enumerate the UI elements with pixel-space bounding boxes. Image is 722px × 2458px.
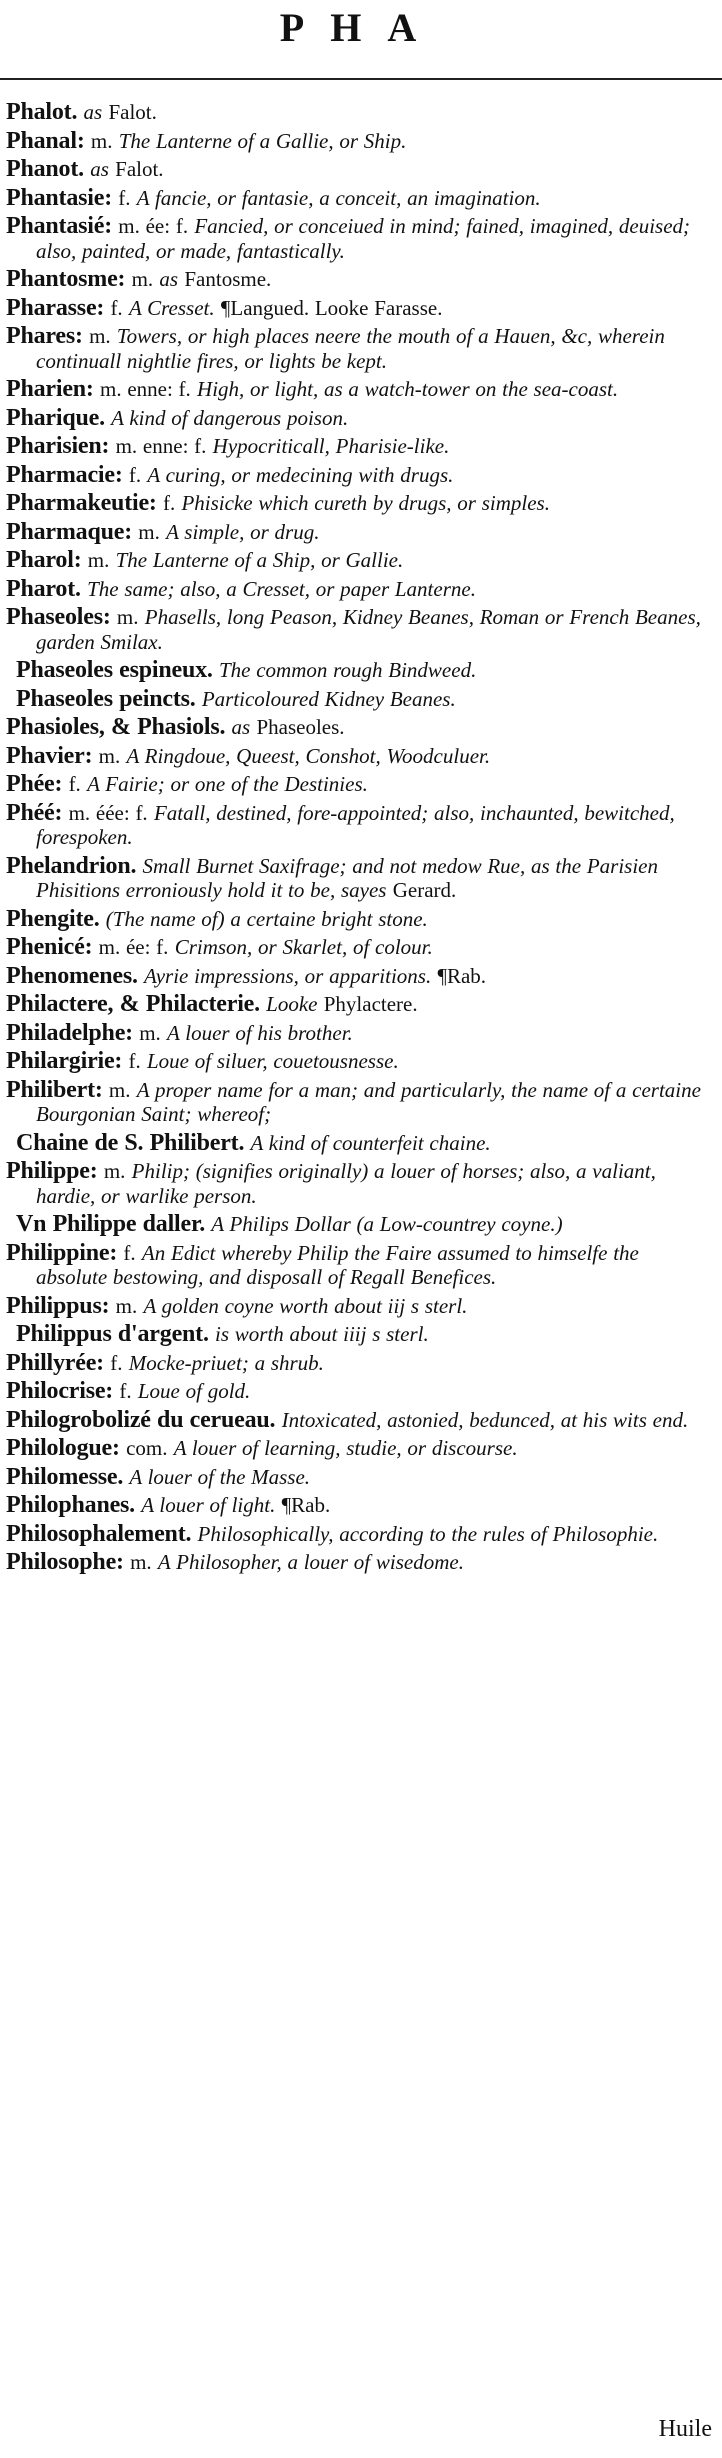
definition: A kind of counterfeit chaine. (250, 1130, 491, 1155)
dictionary-entry (6, 296, 706, 321)
definition: Ayrie impressions, or apparitions. (144, 963, 432, 988)
headword: Phaseoles espineux. (16, 657, 213, 683)
dictionary-entry (6, 715, 706, 740)
headword: Pharisien: (6, 433, 110, 459)
headword: Phasioles, & Phasiols. (6, 714, 226, 740)
headword: Pharasse: (6, 294, 105, 321)
grammar-label: m. (131, 267, 154, 291)
grammar-label: m. ée: f. (118, 214, 189, 238)
grammar-label: m. (115, 1293, 138, 1318)
sub-entry (6, 1322, 706, 1347)
grammar-label: m. (130, 1550, 152, 1574)
dictionary-entry (6, 964, 706, 989)
headword: Phantosme: (6, 266, 126, 292)
definition: Hypocriticall, Pharisie-like. (212, 434, 450, 458)
headword: Philocrise: (6, 1378, 114, 1404)
cross-reference: Gerard. (392, 878, 457, 902)
headword: Phalot. (6, 99, 78, 125)
headword: Phaseoles: (6, 604, 111, 630)
headword: Phengite. (6, 905, 100, 932)
definition: The Lanterne of a Gallie, or Ship. (118, 128, 407, 153)
dictionary-entry (6, 907, 706, 932)
cross-reference: ¶Rab. (437, 963, 487, 988)
definition: as (159, 267, 179, 291)
headword: Chaine de S. Philibert. (16, 1129, 245, 1156)
definition: Phisicke which cureth by drugs, or simples. (181, 491, 550, 515)
dictionary-entry (6, 1351, 706, 1376)
definition: A Ringdoue, Queest, Conshot, Woodculuer. (126, 743, 491, 768)
definition: The common rough Bindweed. (218, 658, 477, 682)
grammar-label: f. (110, 295, 123, 320)
definition: Philip; (signifies originally) a louer of horses; also, a valiant, hardie, or warlike person. (36, 1159, 656, 1208)
definition: Phasells, long Peason, Kidney Beanes, Roman or French Beanes, garden Smilax. (36, 605, 701, 654)
grammar-label: f. (128, 462, 142, 487)
headword: Philadelphe: (6, 1019, 133, 1046)
dictionary-entry (6, 1465, 706, 1490)
dictionary-entry (6, 520, 706, 545)
page-header (0, 0, 722, 96)
headword: Philosophalement. (6, 1520, 192, 1547)
dictionary-entry (6, 744, 706, 769)
headword: Philargirie: (6, 1048, 123, 1074)
cross-reference: Phylactere. (323, 992, 418, 1016)
headword: Phantasié: (6, 213, 113, 239)
definition: Fatall, destined, fore-appointed; also, inchaunted, bewitched, forespoken. (36, 800, 675, 849)
sub-entry (6, 1212, 706, 1237)
headword: Pharien: (6, 376, 94, 402)
definition: Crimson, or Skarlet, of colour. (174, 935, 433, 959)
catchword: Huile (658, 2416, 712, 2442)
dictionary-entry (6, 1294, 706, 1319)
dictionary-entry (6, 129, 706, 154)
definition: Mocke-priuet; a shrub. (128, 1350, 324, 1375)
definition: Fancied, or conceiued in mind; fained, imagined, deuised; also, painted, or made, fantastically. (36, 214, 691, 263)
definition: A curing, or medecining with drugs. (147, 462, 454, 487)
grammar-label: f. (68, 772, 81, 796)
definition: A Cresset. (128, 295, 215, 320)
dictionary-entry (6, 267, 706, 292)
dictionary-entry (6, 491, 706, 516)
headword: Phéé: (6, 799, 63, 826)
dictionary-entry (6, 434, 706, 459)
headword: Vn Philippe daller. (16, 1211, 206, 1237)
headword: Philactere, & Philacterie. (6, 991, 260, 1017)
dictionary-entry (6, 1379, 706, 1404)
headword: Phelandrion. (6, 852, 137, 879)
sub-entry (6, 687, 706, 712)
dictionary-entry (6, 992, 706, 1017)
dictionary-entry (6, 214, 706, 263)
definition: (The name of) a certaine bright stone. (105, 906, 428, 931)
definition: A louer of light. (141, 1493, 276, 1517)
grammar-label: m. (87, 548, 110, 572)
headword: Phée: (6, 771, 63, 797)
definition: A louer of learning, studie, or discourse. (173, 1436, 518, 1460)
dictionary-entry (6, 1078, 706, 1127)
definition: A louer of the Masse. (129, 1464, 311, 1489)
grammar-label: m. (103, 1159, 126, 1183)
headword: Philibert: (6, 1076, 103, 1103)
headword: Philomesse. (6, 1463, 124, 1490)
definition: A kind of dangerous poison. (111, 405, 349, 430)
dictionary-column (6, 100, 706, 1579)
grammar-label: m. éée: f. (68, 800, 148, 825)
dictionary-entry (6, 377, 706, 402)
headword: Phaseoles peincts. (16, 685, 196, 712)
dictionary-entry (6, 406, 706, 431)
headword: Phavier: (6, 742, 93, 769)
headword: Phanal: (6, 127, 85, 154)
headword: Pharot. (6, 575, 81, 602)
cross-reference: Falot. (108, 100, 157, 124)
dictionary-entry (6, 324, 706, 373)
definition: as (83, 100, 103, 124)
headword: Philippus d'argent. (16, 1321, 209, 1347)
headword: Phenomenes. (6, 962, 138, 989)
headword: Pharol: (6, 547, 82, 573)
dictionary-entry (6, 854, 706, 903)
definition: is worth about iiij s sterl. (215, 1322, 429, 1346)
grammar-label: m. (90, 128, 113, 153)
sub-entry (6, 658, 706, 683)
dictionary-entry (6, 772, 706, 797)
headword: Philophanes. (6, 1492, 135, 1518)
cross-reference: Phaseoles. (256, 715, 345, 739)
grammar-label: m. (116, 605, 139, 629)
definition: A Philosopher, a louer of wisedome. (157, 1550, 464, 1574)
grammar-label: m. (89, 324, 111, 348)
dictionary-entry (6, 157, 706, 182)
dictionary-entry (6, 548, 706, 573)
definition: The Lanterne of a Ship, or Gallie. (115, 548, 404, 572)
definition: Small Burnet Saxifrage; and not medow Rue, as the Parisien Phisitions erroniously hold it to be, sayes (36, 853, 658, 902)
grammar-label: m. (98, 743, 121, 768)
cross-reference: Falot. (115, 157, 164, 181)
cross-reference: ¶Langued. Looke Farasse. (220, 295, 443, 320)
dictionary-entry (6, 577, 706, 602)
grammar-label: m. ée: f. (98, 935, 169, 959)
dictionary-entry (6, 1522, 706, 1547)
headword: Philogrobolizé du cerueau. (6, 1406, 276, 1433)
definition: An Edict whereby Philip the Faire assumed to himselfe the absolute bestowing, and disposall of Regall Benefices. (36, 1240, 639, 1289)
headword: Phanot. (6, 156, 84, 182)
dictionary-entry (6, 1159, 706, 1208)
dictionary-entry (6, 1550, 706, 1575)
grammar-label: f. (128, 1049, 141, 1073)
headword: Philippus: (6, 1292, 110, 1319)
page-title: PHA (279, 5, 443, 50)
definition: as (231, 715, 251, 739)
grammar-label: m. enne: f. (115, 434, 207, 458)
headword: Philologue: (6, 1435, 120, 1461)
dictionary-entry (6, 1241, 706, 1290)
dictionary-entry (6, 1408, 706, 1433)
definition: High, or light, as a watch-tower on the sea-coast. (197, 377, 619, 401)
cross-reference: ¶Rab. (281, 1493, 331, 1517)
dictionary-entry (6, 100, 706, 125)
sub-entry (6, 1131, 706, 1156)
dictionary-entry (6, 1436, 706, 1461)
headword: Phillyrée: (6, 1349, 104, 1376)
dictionary-entry (6, 463, 706, 488)
headword: Pharmacie: (6, 461, 123, 488)
definition: A simple, or drug. (166, 519, 320, 544)
dictionary-entry (6, 1493, 706, 1518)
definition: A louer of his brother. (167, 1020, 353, 1045)
grammar-label: m. (108, 1077, 131, 1102)
headword: Phantasie: (6, 184, 113, 211)
dictionary-entry (6, 801, 706, 850)
definition: Intoxicated, astonied, bedunced, at his wits end. (281, 1407, 689, 1432)
grammar-label: m. (138, 519, 160, 544)
grammar-label: f. (119, 1379, 132, 1403)
cross-reference: Fantosme. (184, 267, 272, 291)
headword: Phenicé: (6, 934, 93, 960)
grammar-label: f. (110, 1350, 123, 1375)
headword: Pharique. (6, 404, 105, 431)
dictionary-entry (6, 186, 706, 211)
definition: A Philips Dollar (a Low-countrey coyne.) (211, 1212, 563, 1236)
definition: The same; also, a Cresset, or paper Lanterne. (87, 576, 476, 601)
grammar-label: f. (118, 185, 131, 210)
headword: Philippine: (6, 1239, 118, 1266)
headword: Philippe: (6, 1158, 98, 1184)
headword: Phares: (6, 323, 83, 349)
dictionary-entry (6, 605, 706, 654)
definition: A fancie, or fantasie, a conceit, an imagination. (136, 185, 541, 210)
definition: A Fairie; or one of the Destinies. (87, 772, 368, 796)
definition: A golden coyne worth about iij s sterl. (143, 1293, 468, 1318)
dictionary-entry (6, 935, 706, 960)
grammar-label: f. (123, 1240, 136, 1265)
grammar-label: m. (139, 1020, 161, 1045)
definition: Philosophically, according to the rules of Philosophie. (197, 1521, 659, 1546)
dictionary-entry (6, 1021, 706, 1046)
dictionary-entry (6, 1049, 706, 1074)
grammar-label: com. (126, 1436, 168, 1460)
headword: Pharmaque: (6, 518, 132, 545)
definition: Loue of siluer, couetousnesse. (146, 1049, 399, 1073)
header-rule (0, 78, 722, 80)
grammar-label: m. enne: f. (99, 377, 191, 401)
definition: Towers, or high places neere the mouth of a Hauen, &c, wherein continuall nightlie fires, or lights be kept. (36, 324, 665, 373)
grammar-label: f. (162, 491, 176, 515)
definition: A proper name for a man; and particularly, the name of a certaine Bourgonian Saint; whereof; (36, 1077, 701, 1126)
definition: Looke (266, 992, 318, 1016)
headword: Pharmakeutie: (6, 490, 157, 516)
definition: Particoloured Kidney Beanes. (201, 686, 456, 711)
definition: Loue of gold. (137, 1379, 251, 1403)
headword: Philosophe: (6, 1549, 124, 1575)
definition: as (90, 157, 109, 181)
